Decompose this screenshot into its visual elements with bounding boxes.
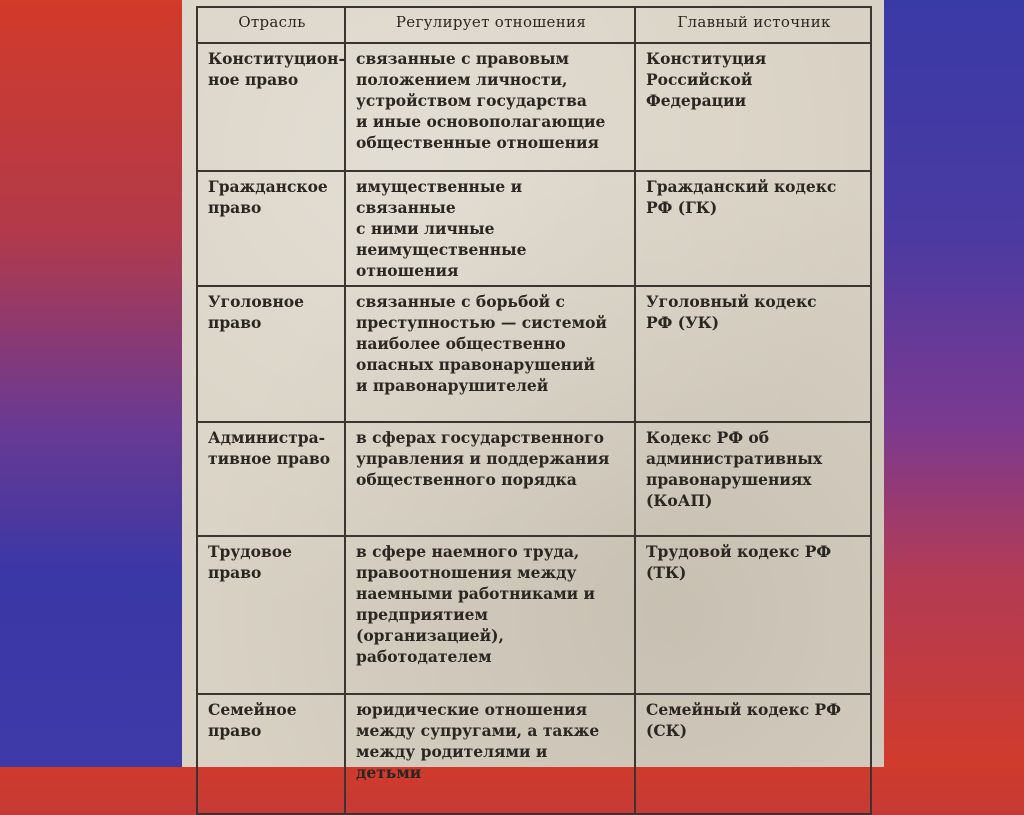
source-cell: Семейный кодекс РФ (СК) <box>635 694 871 814</box>
branch-cell: Уголовное право <box>197 286 345 422</box>
scanned-page <box>182 0 884 782</box>
regulates-cell: связанные с борьбой с преступностью — системой наиболее общественно опасных правонарушений и правонарушителей <box>345 286 635 422</box>
regulates-cell: имущественные и связанные с ними личные неимущественные отношения <box>345 171 635 286</box>
table-row <box>197 422 871 536</box>
regulates-cell: в сфере наемного труда, правоотношения между наемными работниками и предприятием (организацией), работодателем <box>345 536 635 694</box>
right-background-panel <box>884 0 1024 767</box>
branch-cell: Трудовое право <box>197 536 345 694</box>
law-branches-table <box>196 6 872 815</box>
source-cell: Уголовный кодекс РФ (УК) <box>635 286 871 422</box>
table-header-row <box>197 7 871 43</box>
branch-cell: Гражданское право <box>197 171 345 286</box>
table-row <box>197 286 871 422</box>
regulates-cell: в сферах государственного управления и поддержания общественного порядка <box>345 422 635 536</box>
table-row <box>197 536 871 694</box>
branch-cell: Конституцион- ное право <box>197 43 345 171</box>
header-branch: Отрасль <box>197 7 345 43</box>
header-source: Главный источник <box>635 7 871 43</box>
regulates-cell: юридические отношения между супругами, а также между родителями и детьми <box>345 694 635 814</box>
header-regulates: Регулирует отношения <box>345 7 635 43</box>
branch-cell: Семейное право <box>197 694 345 814</box>
source-cell: Кодекс РФ об административных правонарушениях (КоАП) <box>635 422 871 536</box>
left-background-panel <box>0 0 182 767</box>
regulates-cell: связанные с правовым положением личности, устройством государства и иные основополагающие общественные отношения <box>345 43 635 171</box>
table-row <box>197 171 871 286</box>
source-cell: Гражданский кодекс РФ (ГК) <box>635 171 871 286</box>
source-cell: Конституция Российской Федерации <box>635 43 871 171</box>
table-row <box>197 694 871 814</box>
source-cell: Трудовой кодекс РФ (ТК) <box>635 536 871 694</box>
table-row <box>197 43 871 171</box>
branch-cell: Администра- тивное право <box>197 422 345 536</box>
